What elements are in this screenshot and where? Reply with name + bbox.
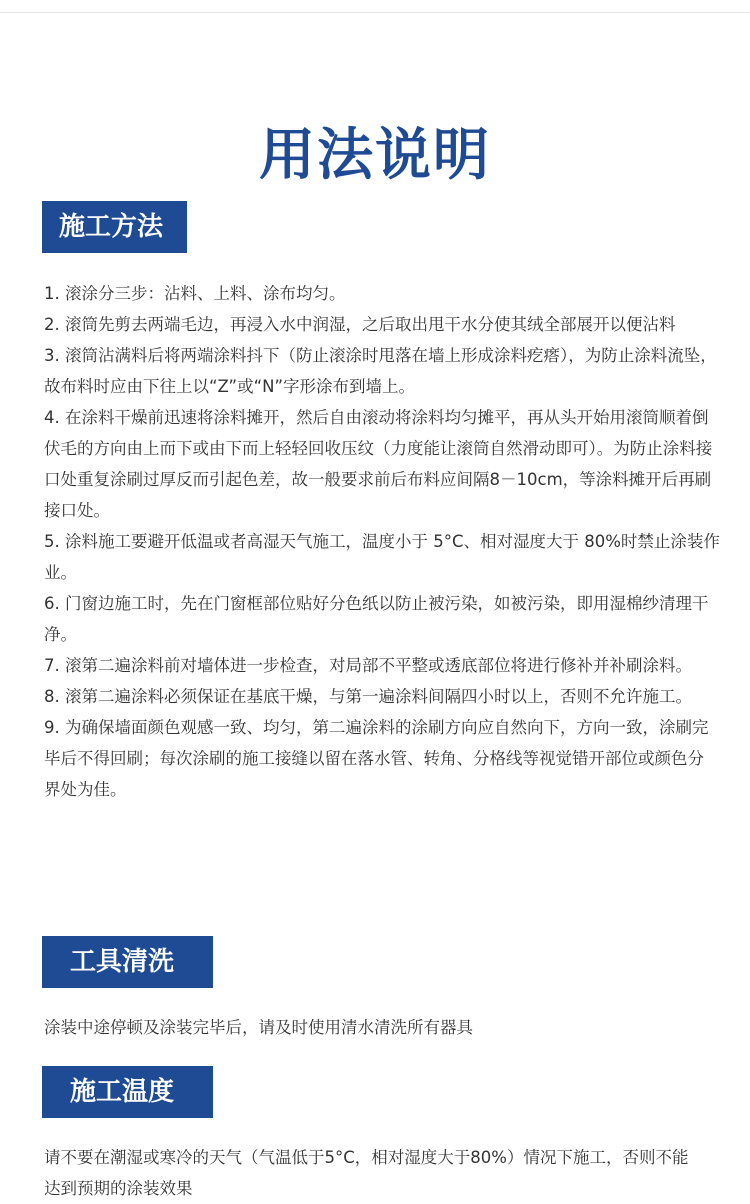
step-item: 8. 滚第二遍涂料必须保证在基底干燥，与第一遍涂料间隔四小时以上，否则不允许施工。 (44, 687, 692, 706)
step-item: 1. 滚涂分三步：沾料、上料、涂布均匀。 (44, 284, 346, 303)
step-item: 3. 滚筒沾满料后将两端涂料抖下（防止滚涂时甩落在墙上形成涂料疙瘩），为防止涂料流坠，故布料时应由下往上以“Z”或“N”字形涂布到墙上。 (44, 346, 717, 396)
step-item: 5. 涂料施工要避开低温或者高湿天气施工，温度小于 5°C、相对湿度大于 80%时禁止涂装作业。 (44, 532, 720, 582)
step-item: 6. 门窗边施工时，先在门窗框部位贴好分色纸以防止被污染，如被污染，即用湿棉纱清理干净。 (44, 594, 709, 644)
step-item: 2. 滚筒先剪去两端毛边，再浸入水中润湿，之后取出甩干水分使其绒全部展开以便沾料 (44, 315, 676, 334)
step-item: 7. 滚第二遍涂料前对墙体进一步检查，对局部不平整或透底部位将进行修补并补刷涂料。 (44, 656, 692, 675)
construction-temperature-text: 请不要在潮湿或寒冷的天气（气温低于5°C，相对湿度大于80%）情况下施工，否则不能达到预期的涂装效果 (44, 1148, 689, 1198)
step-item: 9. 为确保墙面颜色观感一致、均匀，第二遍涂料的涂刷方向应自然向下，方向一致，涂刷完毕后不得回刷；每次涂刷的施工接缝以留在落水管、转角、分格线等视觉错开部位或颜色分界处为佳。 (44, 718, 709, 799)
section-label-construction-method: 施工方法 (42, 201, 187, 253)
section-label-construction-temperature: 施工温度 (42, 1066, 213, 1118)
construction-steps-list (44, 278, 720, 805)
step-item: 4. 在涂料干燥前迅速将涂料摊开，然后自由滚动将涂料均匀摊平，再从头开始用滚筒顺着倒伏毛的方向由上而下或由下而上轻轻回收压纹（力度能让滚筒自然滑动即可）。为防止涂料接口处重复涂刷过厚反而引起色差，故一般要求前后布料应间隔8－10cm，等涂料摊开后再刷接口处。 (44, 408, 713, 520)
page-title: 用法说明 (259, 122, 491, 188)
top-divider (0, 0, 750, 13)
section-label-tool-cleaning: 工具清洗 (42, 936, 213, 988)
tool-cleaning-text: 涂装中途停顿及涂装完毕后，请及时使用清水清洗所有器具 (44, 1018, 473, 1037)
